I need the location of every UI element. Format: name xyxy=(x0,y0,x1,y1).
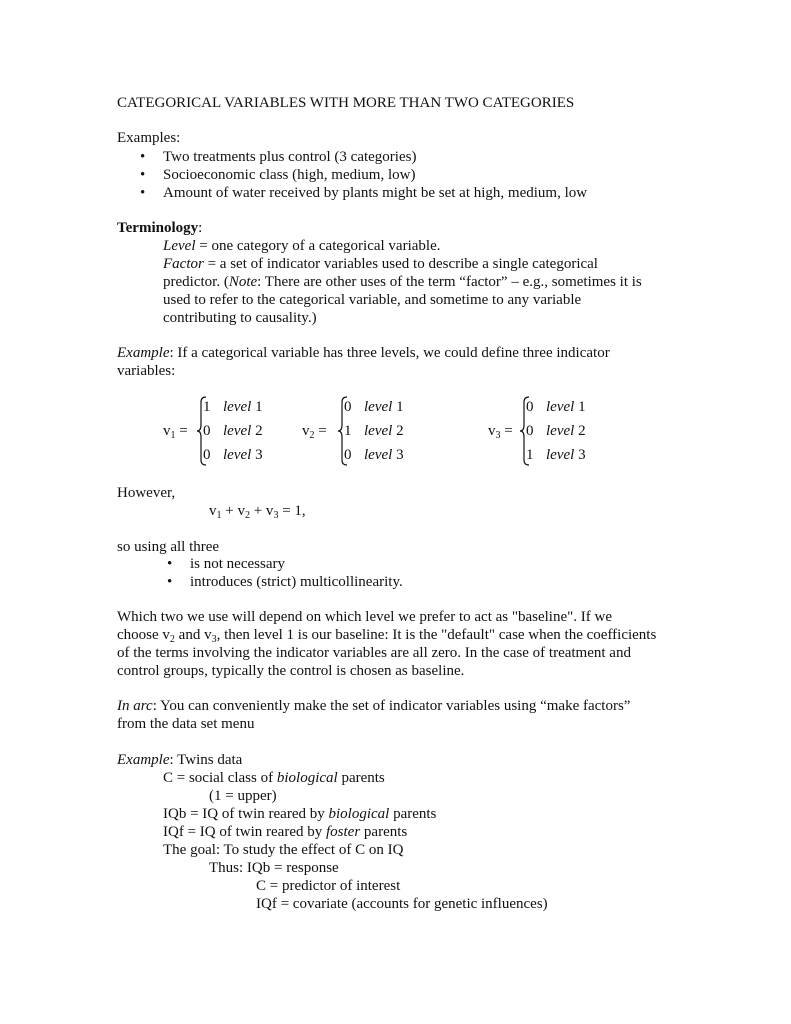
in-arc-paragraph: In arc: You can conveniently make the set of indicator variables using “make factors” xyxy=(117,698,631,714)
thus-text: Thus: IQb = response xyxy=(209,860,339,876)
baseline-paragraph-line2: choose $v_2$ and $v_3$, then level 1 is our baseline: It is the "default" case when the coefficients xyxy=(117,627,657,645)
so-using-text: so using all three xyxy=(117,539,220,555)
however-text: However, xyxy=(117,485,176,501)
goal-text: The goal: To study the effect of C on IQ xyxy=(163,842,404,858)
c-definition: C = social class of biological parents xyxy=(163,770,385,786)
sum-equation: $v_1 + v_2 + v_3 = 1$, xyxy=(209,503,306,521)
indicator-row: 1 level 1 xyxy=(203,399,263,415)
indicator-lhs: $v_3$ = xyxy=(488,423,513,441)
covariate-text: IQf = covariate (accounts for genetic influences) xyxy=(256,896,548,912)
factor-definition-line4: contributing to causality.) xyxy=(163,310,317,326)
list-item: • introduces (strict) multicollinearity. xyxy=(167,574,403,590)
list-item: • Amount of water received by plants might be set at high, medium, low xyxy=(140,185,588,201)
c-note: (1 = upper) xyxy=(209,788,277,804)
indicator-lhs: $v_1$ = xyxy=(163,423,188,441)
indicator-row: 0 level 3 xyxy=(203,447,263,463)
indicator-row: 0 level 2 xyxy=(526,423,586,439)
indicator-row: 1 level 3 xyxy=(526,447,586,463)
document-title: CATEGORICAL VARIABLES WITH MORE THAN TWO CATEGORIES xyxy=(117,95,575,111)
iqb-definition: IQb = IQ of twin reared by biological parents xyxy=(163,806,437,822)
bullet-icon: • xyxy=(167,574,173,590)
baseline-paragraph: Which two we use will depend on which level we prefer to act as "baseline". If we xyxy=(117,609,612,625)
example-paragraph: Example: If a categorical variable has three levels, we could define three indicator xyxy=(117,345,610,361)
factor-definition: Factor = a set of indicator variables used to describe a single categorical xyxy=(163,256,598,272)
list-item: • is not necessary xyxy=(167,556,285,572)
indicator-lhs: $v_2$ = xyxy=(302,423,327,441)
factor-definition-line2: predictor. (Note: There are other uses of the term “factor” – e.g., sometimes it is xyxy=(163,274,642,290)
factor-definition-line3: used to refer to the categorical variable, and sometime to any variable xyxy=(163,292,582,308)
list-item: • Two treatments plus control (3 categories) xyxy=(140,149,417,165)
terminology-heading: Terminology: xyxy=(117,220,203,236)
examples-heading: Examples: xyxy=(117,130,181,146)
bullet-icon: • xyxy=(140,167,146,183)
indicator-row: 0 level 1 xyxy=(344,399,404,415)
indicator-row: 1 level 2 xyxy=(344,423,404,439)
bullet-icon: • xyxy=(167,556,173,572)
bullet-icon: • xyxy=(140,149,146,165)
baseline-paragraph-line4: control groups, typically the control is chosen as baseline. xyxy=(117,663,465,679)
predictor-text: C = predictor of interest xyxy=(256,878,401,894)
level-definition: Level = one category of a categorical variable. xyxy=(163,238,441,254)
list-item: • Socioeconomic class (high, medium, low) xyxy=(140,167,416,183)
indicator-row: 0 level 2 xyxy=(203,423,263,439)
bullet-icon: • xyxy=(140,185,146,201)
indicator-row: 0 level 3 xyxy=(344,447,404,463)
baseline-paragraph-line3: of the terms involving the indicator variables are all zero. In the case of treatment and xyxy=(117,645,631,661)
twins-example-heading: Example: Twins data xyxy=(117,752,243,768)
in-arc-paragraph-line2: from the data set menu xyxy=(117,716,255,732)
iqf-definition: IQf = IQ of twin reared by foster parents xyxy=(163,824,408,840)
indicator-row: 0 level 1 xyxy=(526,399,586,415)
example-paragraph-line2: variables: xyxy=(117,363,176,379)
